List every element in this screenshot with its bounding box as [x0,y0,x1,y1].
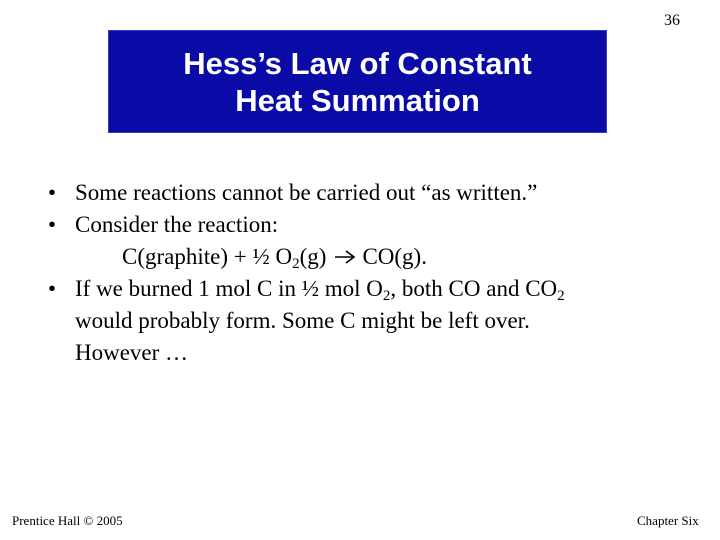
bullet-text [75,209,698,241]
bullet-1-line: Some reactions cannot be carried out “as written.” [75,180,538,205]
bullet-item-3 [48,273,698,369]
title-box [108,30,607,133]
bullet-3-line-2: would probably form. Some C might be left over. [75,308,530,333]
bullet-list [48,177,698,369]
footer-publisher: Prentice Hall © 2005 [12,513,123,528]
right-arrow-icon [334,249,356,265]
bullet-dot: • [48,212,57,237]
bullet-3-line-1 [75,273,698,305]
equation-lhs-state: (g) [299,244,327,269]
slide-number: 36 [664,12,680,29]
bullet-2-line: Consider the reaction: [75,212,279,237]
bullet-3-line-3: However … [75,340,189,365]
footer-chapter: Chapter Six [637,513,699,528]
slide-title-line-2: Heat Summation [235,82,480,118]
bullet-item-2 [48,209,698,241]
bullet-text [75,273,698,369]
equation-subscript: 2 [292,256,300,272]
bullet-dot: • [48,180,57,205]
bullet-item-1 [48,177,698,209]
bullet-dot: • [48,276,57,301]
subscript-a: 2 [382,288,391,304]
subscript-b: 2 [557,288,565,304]
equation-rhs: CO(g). [362,244,427,269]
bullet-3-text-b: , both CO and CO [390,276,558,301]
bullet-text [75,177,698,209]
slide-title-line-1: Hess’s Law of Constant [183,45,532,81]
reaction-equation [48,241,698,273]
bullet-3-text-a: If we burned 1 mol C in ½ mol O [75,276,383,301]
equation-lhs: C(graphite) + ½ O [122,244,293,269]
